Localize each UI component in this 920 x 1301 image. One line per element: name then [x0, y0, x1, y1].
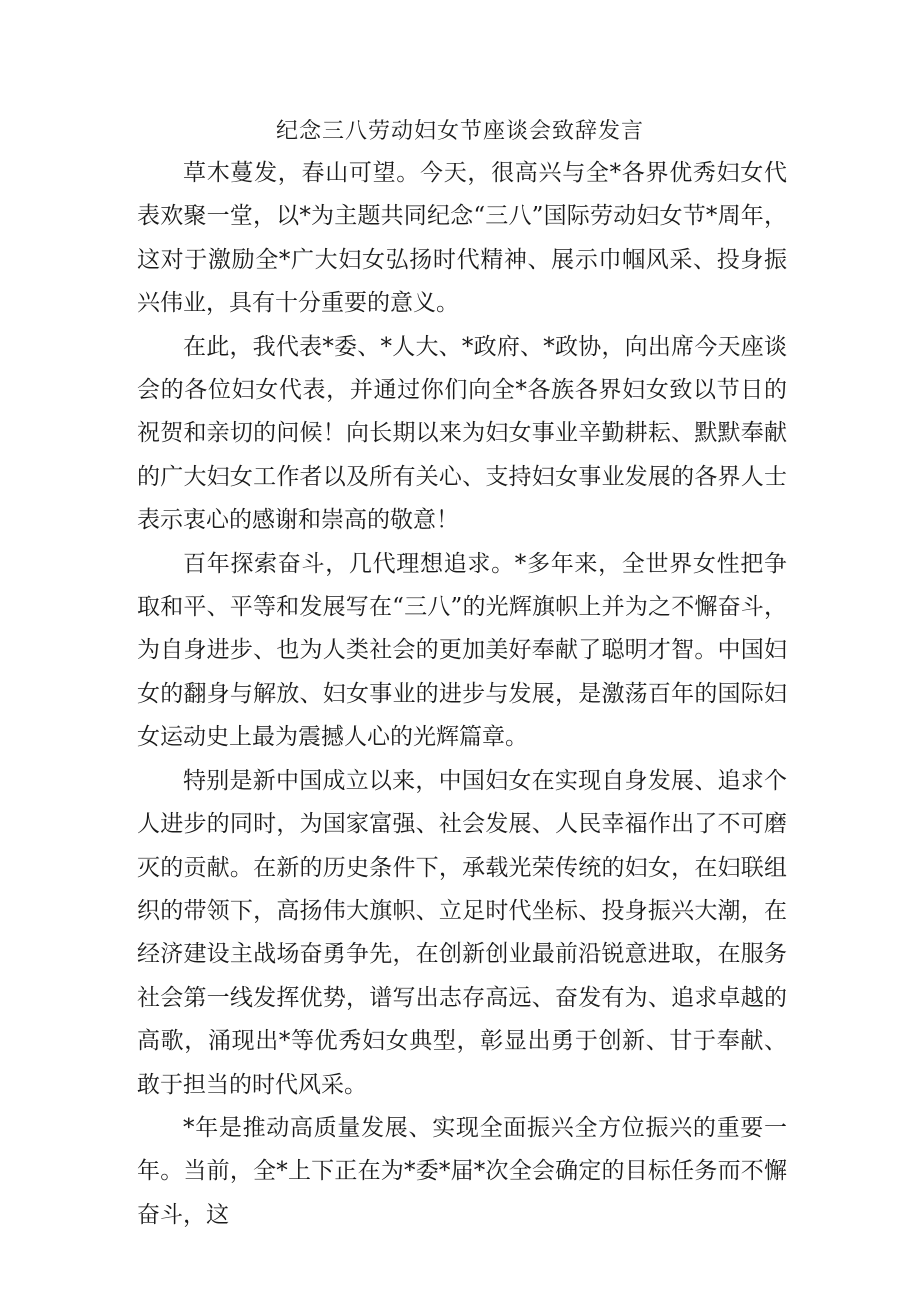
paragraph-5: *年是推动高质量发展、实现全面振兴全方位振兴的重要一年。当前，全*上下正在为*委*届*次全会确定的目标任务而不懈奋斗，这 — [137, 1114, 787, 1228]
paragraph-2: 在此，我代表*委、*人大、*政府、*政协，向出席今天座谈会的各位妇女代表，并通过你们向全*各族各界妇女致以节日的祝贺和亲切的问候！向长期以来为妇女事业辛勤耕耘、默默奉献的广大妇女工作者以及所有关心、支持妇女事业发展的各界人士表示衷心的感谢和崇高的敬意！ — [137, 333, 787, 534]
paragraph-1: 草木蔓发，春山可望。今天，很高兴与全*各界优秀妇女代表欢聚一堂，以*为主题共同纪念“三八”国际劳动妇女节*周年，这对于激励全*广大妇女弘扬时代精神、展示巾帼风采、投身振兴伟业，具有十分重要的意义。 — [137, 160, 787, 317]
paragraph-3: 百年探索奋斗，几代理想追求。*多年来，全世界女性把争取和平、平等和发展写在“三八”的光辉旗帜上并为之不懈奋斗，为自身进步、也为人类社会的更加美好奉献了聪明才智。中国妇女的翻身与解放、妇女事业的进步与发展，是激荡百年的国际妇女运动史上最为震撼人心的光辉篇章。 — [137, 550, 787, 751]
document-title: 纪念三八劳动妇女节座谈会致辞发言 — [275, 119, 644, 144]
document-body — [137, 152, 787, 1237]
paragraph-4: 特别是新中国成立以来，中国妇女在实现自身发展、追求个人进步的同时，为国家富强、社会发展、人民幸福作出了不可磨灭的贡献。在新的历史条件下，承载光荣传统的妇女，在妇联组织的带领下，高扬伟大旗帜、立足时代坐标、投身振兴大潮，在经济建设主战场奋勇争先，在创新创业最前沿锐意进取，在服务社会第一线发挥优势，谱写出志存高远、奋发有为、追求卓越的高歌，涌现出*等优秀妇女典型，彰显出勇于创新、甘于奉献、敢于担当的时代风采。 — [137, 767, 787, 1098]
